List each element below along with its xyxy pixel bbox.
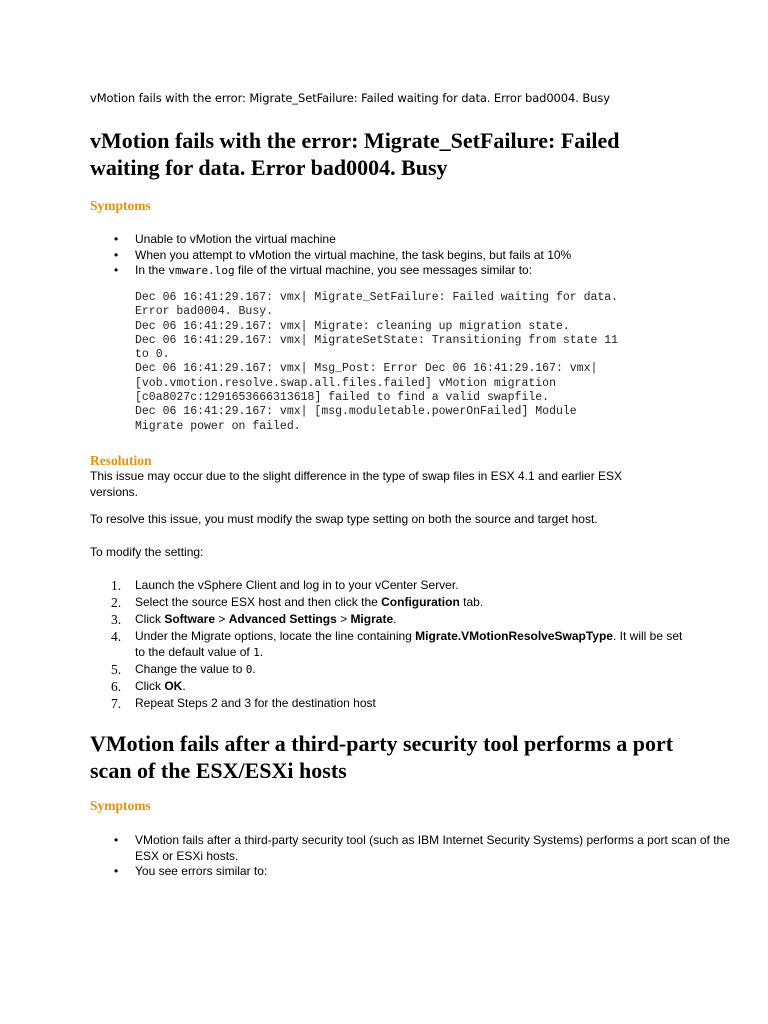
symptoms-list (90, 232, 735, 279)
resolution-steps (90, 578, 695, 713)
list-item (90, 232, 735, 248)
step-number: 3. (111, 612, 122, 627)
step-code: 1 (253, 645, 260, 659)
symptom-text-after: file of the virtual machine, you see messages similar to: (234, 263, 533, 277)
bullet-marker: • (114, 263, 119, 277)
step-text: Change the value to (135, 661, 246, 676)
log-filename-code: vmware.log (168, 264, 235, 277)
list-item (90, 263, 735, 279)
symptom-text-before: In the (135, 263, 169, 277)
step-item (90, 679, 695, 695)
step-number: 4. (111, 629, 122, 644)
step-text: Click (135, 612, 165, 626)
step-bold: Migrate.VMotionResolveSwapType (415, 629, 613, 643)
step-separator: > (336, 612, 351, 626)
list-item (90, 833, 735, 864)
step-item (90, 629, 695, 660)
symptom-text: When you attempt to vMotion the virtual machine, the task begins, but fails at 10% (135, 247, 572, 262)
step-item (90, 662, 695, 678)
step-number: 5. (111, 661, 122, 677)
symptoms-list (90, 833, 735, 880)
symptoms-heading: Symptoms (90, 798, 151, 813)
resolution-paragraph: To resolve this issue, you must modify the swap type setting on both the source and target host. (90, 512, 598, 526)
step-text: . It will be set to the default value of (135, 629, 683, 659)
step-text: Click (135, 678, 165, 693)
step-bold: Configuration (381, 595, 460, 609)
step-item (90, 595, 695, 611)
step-text: Repeat Steps 2 and 3 for the destination host (135, 695, 376, 710)
resolution-heading: Resolution (90, 453, 152, 468)
step-number: 1. (111, 578, 122, 593)
step-bold: Advanced Settings (228, 612, 337, 626)
step-number: 6. (111, 678, 122, 694)
step-item (90, 578, 695, 594)
step-number: 2. (111, 595, 122, 610)
step-separator: > (215, 612, 229, 626)
step-text: . (259, 644, 264, 659)
step-text: . (252, 661, 256, 676)
running-header: vMotion fails with the error: Migrate_SetFailure: Failed waiting for data. Error bad0004. Busy (90, 91, 610, 105)
step-item (90, 696, 695, 712)
step-number: 7. (111, 695, 122, 711)
step-text: tab. (459, 595, 484, 609)
resolution-paragraph: This issue may occur due to the slight difference in the type of swap files in ESX 4.1 and earlier ESX versions. (90, 469, 623, 499)
bullet-marker: • (114, 247, 119, 262)
symptoms-heading: Symptoms (90, 198, 151, 213)
step-item (90, 612, 695, 628)
resolution-paragraph: To modify the setting: (90, 545, 204, 559)
step-text: Under the Migrate options, locate the line containing (135, 629, 416, 643)
article-title: vMotion fails with the error: Migrate_SetFailure: Failed waiting for data. Error bad0004. Busy (90, 128, 620, 180)
step-text: Select the source ESX host and then click the (135, 595, 382, 609)
step-bold: OK (164, 678, 183, 693)
log-excerpt: Dec 06 16:41:29.167: vmx| Migrate_SetFailure: Failed waiting for data. Error bad0004. Busy. Dec 06 16:41:29.167: vmx| Migrate: cleaning up migration state. Dec 06 16:41:29.167: vmx| MigrateSetState: Transitioning from state 11 to 0. Dec 06 16:41:29.167: vmx| Msg_Post: Error Dec 06 16:41:29.167: vmx| [vob.vmotion.resolve.swap.all.files.failed] vMotion migration [c0a8027c:1291653666313618] failed to find a valid swapfile. Dec 06 16:41:29.167: vmx| [msg.moduletable.powerOnFailed] Module Migrate power on failed. (135, 291, 619, 433)
bullet-marker: • (114, 833, 119, 847)
symptom-text: Unable to vMotion the virtual machine (135, 232, 336, 246)
step-text: . (182, 678, 186, 693)
article-title: VMotion fails after a third-party security tool performs a port scan of the ESX/ESXi hosts (90, 731, 674, 783)
symptom-text: VMotion fails after a third-party security tool (such as IBM Internet Security Systems) performs a port scan of the ESX or ESXi hosts. (135, 833, 730, 863)
step-text: Launch the vSphere Client and log in to your vCenter Server. (135, 578, 459, 592)
step-code: 0 (245, 662, 253, 676)
list-item (90, 864, 735, 880)
step-bold: Software (164, 612, 216, 626)
step-bold: Migrate (350, 612, 394, 626)
symptom-text: You see errors similar to: (135, 864, 268, 878)
step-text: . (393, 612, 397, 626)
bullet-marker: • (114, 232, 119, 246)
list-item (90, 248, 735, 264)
bullet-marker: • (114, 864, 119, 878)
